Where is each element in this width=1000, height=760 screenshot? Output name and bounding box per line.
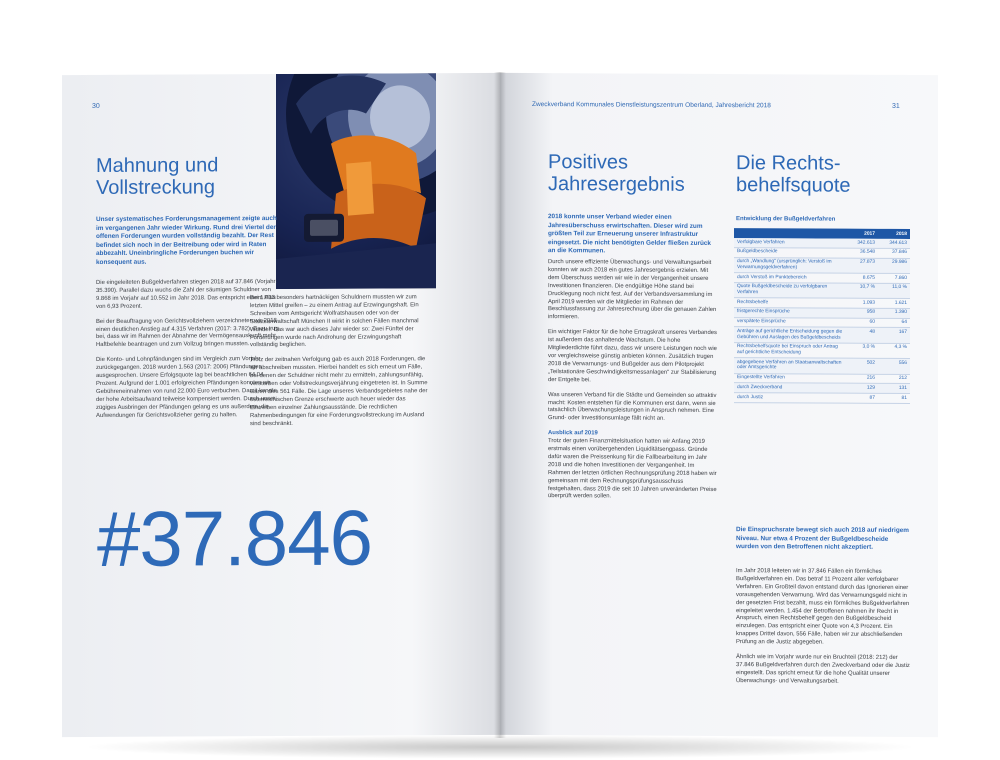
table-header: 2018 — [878, 229, 910, 239]
paragraph: Durch unsere effiziente Überwachungs- und Verwaltungsarbeit konnten wir auch 2018 ein gutes Jahresergebnis erzielen. Mit dem Überschuss werden wir wie in der Vergangenheit unsere Investitionen finanzieren. Die endgültige Höhe stand bei Drucklegung noch nicht fest. Auf der Verbandsversammlung im April 2019 werden wir die Mitglieder im Rahmen der Beschlussfassung zur Jahresrechnung über die genauen Zahlen informieren. — [548, 259, 717, 321]
table-cell-value: 10,7 % — [846, 283, 878, 299]
table-cell-label: Bußgeldbescheide — [734, 247, 846, 257]
big-number: #37.846 — [97, 493, 372, 583]
heading-mahnung-line1: Mahnung und — [96, 154, 219, 177]
table-row — [734, 282, 910, 298]
heading-mahnung-line2: Vollstreckung — [96, 176, 215, 199]
table-cell-label: Quote Bußgeldbescheide zu verfolgbaren Verfahren — [734, 282, 846, 298]
table-cell-value: 4,3 % — [878, 343, 910, 359]
table-cell-value: 48 — [846, 328, 878, 344]
table-cell-value: 29.986 — [878, 258, 910, 274]
table-header — [734, 228, 846, 239]
table-cell-label: verspätete Einsprüche — [734, 317, 846, 327]
table-cell-value: 958 — [846, 308, 878, 318]
table-cell-value: 502 — [846, 358, 878, 374]
paragraph: Trotz der zeitnahen Verfolgung gab es auch 2018 Forderungen, die wir abschreiben mussten. Hierbei handelt es sich erneut um Fälle, bei denen der Schuldner nicht mehr zu ermitteln, zahlungsunfähig, verstorben oder Vollstreckungsverjährung eingetreten ist. In Summe waren dies 561 Fälle. Die Lage unseres Verbandsgebietes nahe der österreichischen Grenze erschwerte auch heuer wieder das Eintreiben einzelner Zahlungsausstände. Die rechtlichen Rahmenbedingungen für eine Forderungsvollstreckung im Ausland sind beschränkt. — [250, 356, 428, 427]
subhead-ausblick: Ausblick auf 2019 — [548, 430, 598, 437]
table-cell-label: Rechtsbehelfe — [734, 298, 846, 308]
table-cell-value: 7.860 — [878, 273, 910, 283]
wheel-clamp-icon — [276, 73, 436, 289]
paragraph: Ein wichtiger Faktor für die hohe Ertragskraft unseres Verbandes ist außerdem das anhaltende Wachstum. Die hohe Mitgliederdichte führt dazu, dass wir unsere Leistungen noch wie vor vergleichsweise günstig anbieten können. Zusätzlich trugen 2018 die Verwarnungs- und Bußgelder aus dem Pilotprojekt „Teilstationäre Geschwindigkeitsmessanlagen" zur Stabilisierung der Entgelte bei. — [548, 329, 717, 384]
table-cell-value: 167 — [878, 328, 910, 344]
table-cell-label: Eingestellte Verfahren — [734, 373, 846, 383]
lead-rechtsbehelfsquote: Die Einspruchsrate bewegt sich auch 2018 auf niedrigem Niveau. Nur etwa 4 Prozent der Bußgeldbescheide wurden von den Betroffenen nicht akzeptiert. — [736, 526, 909, 551]
heading-jahresergebnis-line2: Jahresergebnis — [548, 173, 685, 196]
paragraph: Die Konto- und Lohnpfändungen sind im Vergleich zum Vorjahr zurückgegangen. 2018 wurden 1.563 (2017: 2006) Pfändungen ausgesprochen. Unsere Erfolgsquote lag bei beachtlichen 64,04 Prozent. Aufgrund der 1.001 erfolgreichen Pfändungen konnten wir Gebühreneinnahmen von rund 22.000 Euro verbuchen. Damit konnte der hohe Arbeitsaufwand teilweise kompensiert werden. Durch unser zügiges Ausbringen der Pfändungen gelang es uns außerdem, die Aufwendungen für Gerichtsvollzieher gering zu halten. — [96, 356, 277, 419]
table-cell-value: 11,0 % — [878, 283, 910, 299]
table-cell-value: 8.675 — [846, 273, 878, 283]
table-cell-label: abgegebene Verfahren an Staatsanwaltschaften oder Amtsgerichte — [734, 358, 846, 374]
paragraph: Bei der Beauftragung von Gerichtsvollziehern verzeichneten wir 2018 einen deutlichen Anstieg auf 4.315 Verfahren (2017: 3.782). Dazu trug bei, dass wir im Rahmen der Abnahme der Vermögensauskunft mehr Haftbefehle beantragen und zum Vollzug bringen mussten. — [96, 317, 279, 349]
table-cell-label: durch Zweckverband — [734, 383, 846, 393]
lead-mahnung: Unser systematisches Forderungsmanagement zeigte auch im vergangenen Jahr wieder Wirkung. Rund drei Viertel der offenen Forderungen wurden vollständig bezahlt. Der Rest befindet sich noch in der Beitreibung oder wird in Raten abbezahlt. Uneinbringliche Forderungen buchen wir konsequent aus. — [96, 215, 277, 266]
paragraph: Was unseren Verband für die Städte und Gemeinden so attraktiv macht: Kosten entstehen für die Kommunen erst dann, wenn sie tatsächlich Überwachungsleistungen in Anspruch nehmen. Eine Grund- oder Investitionsumlage fällt nicht an. — [548, 391, 717, 423]
paragraph: Die eingeleiteten Bußgeldverfahren stiegen 2018 auf 37.846 (Vorjahr: 35.390). Parallel dazu wuchs die Zahl der säumigen Schuldner von 9.868 im Vorjahr auf 10.552 im Jahr 2018. Das entspricht einem Plus von 6,93 Prozent. — [96, 279, 278, 310]
heading-rechtsbehelfsquote-line2: behelfsquote — [736, 174, 851, 197]
book-gutter — [494, 72, 506, 738]
bussgeld-table — [734, 228, 910, 404]
table-body — [734, 238, 910, 403]
table-cell-value: 216 — [846, 374, 878, 384]
heading-jahresergebnis — [548, 151, 685, 196]
table-cell-label: fristgerechte Einsprüche — [734, 307, 846, 317]
body-col2-right — [736, 568, 912, 694]
paragraph: Im Jahr 2018 leiteten wir in 37.846 Fällen ein förmliches Bußgeldverfahren ein. Das betraf 11 Prozent aller verfolgbarer Verfahren. Ein Großteil davon entstand durch das Ignorieren einer vorausgehenden Verwarnung. Wird das Verwarnungsgeld nicht in der gesetzten Frist bezahlt, muss ein förmliches Bußgeldverfahren eingeleitet werden. 1.454 der Betroffenen nahmen ihr Recht in Anspruch, einen Rechtsbehelf gegen den Bußgeldbescheid einzulegen. Das entspricht einer Quote von 4,3 Prozent. Ein knappes Drittel davon, 556 Fälle, haben wir zur abschließenden Prüfung an die Justiz abgegeben. — [736, 568, 910, 646]
heading-mahnung — [96, 154, 218, 199]
table-row — [734, 358, 910, 374]
right-page — [500, 73, 938, 737]
table-row — [734, 327, 910, 343]
heading-rechtsbehelfsquote — [736, 152, 851, 197]
table-row — [734, 342, 910, 358]
paragraph: Ähnlich wie im Vorjahr wurde nur ein Bruchteil (2018: 212) der 37.846 Bußgeldverfahren durch den Zweckverband oder die Justiz eingestellt. Das spricht erneut für die hohe Qualität unserer Überwachungs- und Verwaltungsarbeit. — [736, 654, 910, 685]
table-cell-value: 342.613 — [846, 239, 878, 248]
table-cell-value: 1.621 — [878, 298, 910, 308]
table-cell-label: Verfolgbare Verfahren — [734, 238, 846, 248]
table-cell-value: 37.846 — [878, 248, 910, 258]
heading-rechtsbehelfsquote-line1: Die Rechts- — [736, 152, 841, 175]
body-col1-right — [548, 259, 718, 509]
table-title: Entwicklung der Bußgeldverfahren — [736, 216, 836, 223]
table-cell-value: 60 — [846, 318, 878, 328]
table-cell-value: 36.548 — [846, 248, 878, 258]
wheel-clamp-photo — [276, 73, 436, 289]
table-cell-value: 212 — [878, 374, 910, 384]
table-cell-value: 27.873 — [846, 258, 878, 274]
table-row — [734, 393, 910, 404]
table-cell-label: Rechtsbehelfsquote bei Einspruch oder Antrag auf gerichtliche Entscheidung — [734, 342, 846, 358]
lead-jahresergebnis: 2018 konnte unser Verband wieder einen Jahresüberschuss erwirtschaften. Dieser wird zum größten Teil zur Erneuerung unserer Infrastruktur eingesetzt. Die nicht benötigten Gelder fließen zurück an die Kommunen. — [548, 213, 711, 255]
table-cell-label: durch „Wandlung" (ursprünglich: Verstoß im Verwarnungsgeldverfahren) — [734, 257, 846, 273]
heading-jahresergebnis-line1: Positives — [548, 151, 629, 174]
page-number-left: 30 — [92, 102, 100, 110]
paragraph: Bei 1.633 besonders hartnäckigen Schuldnern mussten wir zum letzten Mittel greifen – zu einem Antrag auf Erzwingungshaft. Ein Schreiben vom Amtsgericht Wolfratshausen oder von der Staatsanwaltschaft München II wirkt in solchen Fällen manchmal Wunder. Das war auch dieses Jahr wieder so: Zwei Fünftel der Forderungen wurde nach Androhung der Erzwingungshaft vollständig beglichen. — [250, 294, 419, 349]
table-cell-value: 131 — [878, 384, 910, 394]
table-row — [734, 257, 910, 273]
table-cell-value: 1.390 — [878, 308, 910, 318]
book-shadow — [80, 735, 920, 759]
table-cell-value: 1.093 — [846, 298, 878, 308]
table-cell-label: durch Justiz — [734, 393, 846, 403]
body-col2-left — [250, 294, 428, 435]
table-cell-value: 87 — [846, 393, 878, 403]
paragraph: Trotz der guten Finanzmittelsituation hatten wir Anfang 2019 erstmals einen vorübergehenden Liquiditätsengpass. Gründe dafür waren die Preissenkung für die Fallbearbeitung im Jahr 2018 und die hohen Investitionen der Vergangenheit. Im Rahmen der letzten örtlichen Rechnungsprüfung 2018 haben wir gemeinsam mit dem Rechnungsprüfungsausschuss festgehalten, dass 2019 die seit 10 Jahren unveränderten Preise überprüft werden sollen. — [548, 438, 717, 500]
page-number-right: 31 — [892, 102, 900, 110]
table-cell-value: 81 — [878, 393, 910, 403]
table-cell-label: Anträge auf gerichtliche Entscheidung gegen die Gebühren und Auslagen des Bußgeldbescheids — [734, 327, 846, 343]
left-page — [62, 73, 500, 737]
table-cell-value: 556 — [878, 359, 910, 375]
table-cell-value: 344.613 — [878, 239, 910, 248]
table-cell-value: 3,0 % — [846, 343, 878, 359]
running-head: Zweckverband Kommunales Dienstleistungszentrum Oberland, Jahresbericht 2018 — [532, 101, 771, 110]
table-cell-label: durch Verstoß im Punktebereich — [734, 273, 846, 283]
table-header: 2017 — [846, 229, 878, 239]
table-cell-value: 64 — [878, 318, 910, 328]
table-cell-value: 129 — [846, 384, 878, 394]
